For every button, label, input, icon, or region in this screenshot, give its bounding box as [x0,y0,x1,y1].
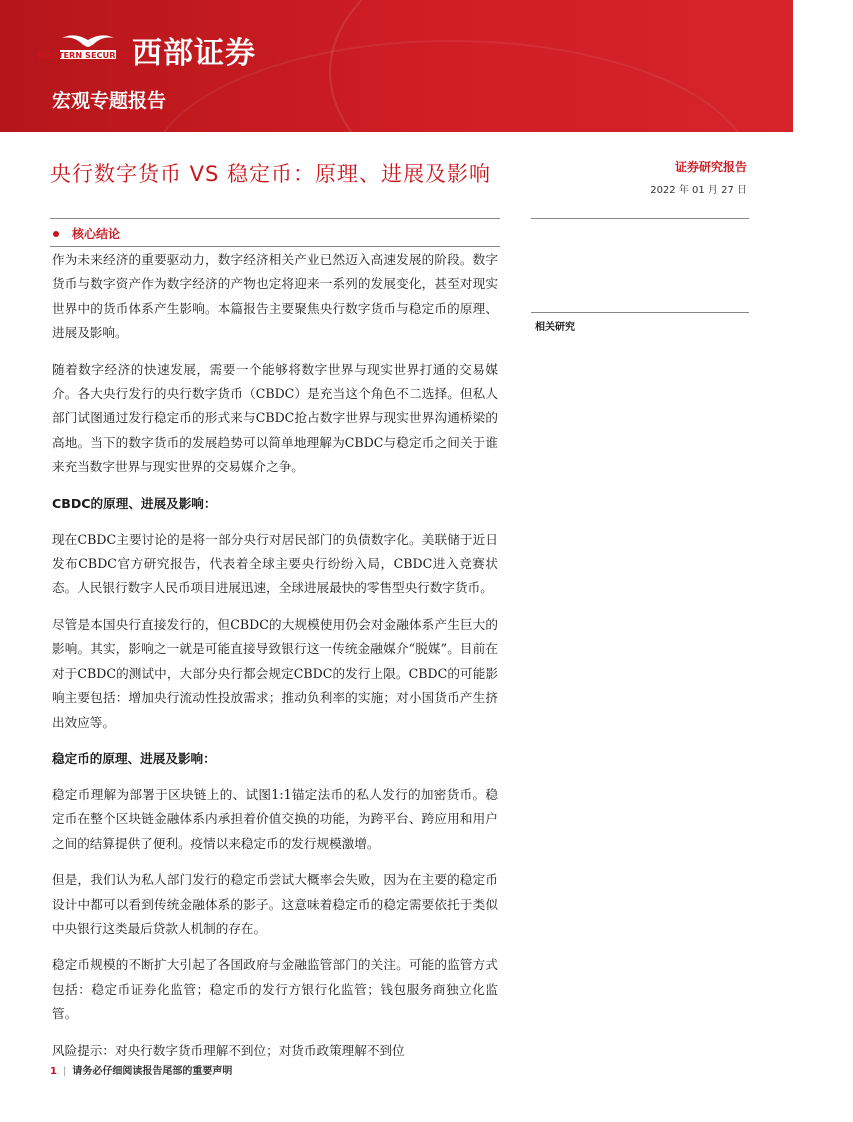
report-title: 央行数字货币 VS 稳定币：原理、进展及影响 [50,162,492,186]
paragraph: 尽管是本国央行直接发行的，但CBDC的大规模使用仍会对金融体系产生巨大的影响。其实，影响之一就是可能直接导致银行这一传统金融媒介“脱媒”。目前在对于CBDC的测试中，大部分央行都会规定CBDC的发行上限。CBDC的可能影响主要包括：增加央行流动性投放需求；推动负利率的实施；对小国货币产生挤出效应等。 [52,616,498,730]
paragraph: 稳定币理解为部署于区块链上的、试图1:1锚定法币的私人发行的加密货币。稳定币在整个区块链金融体系内承担着价值交换的功能，为跨平台、跨应用和用户之间的结算提供了便利。疫情以来稳定币的发行规模激增。 [52,786,498,851]
section-label: 核心结论 [72,227,121,241]
report-type: 证券研究报告 [674,160,747,174]
header-banner [0,0,793,132]
divider [531,312,749,313]
company-name: 西部证券 [132,36,256,71]
report-date: 2022 年 01 月 27 日 [650,185,747,196]
paragraph: 作为未来经济的重要驱动力，数字经济相关产业已然迈入高速发展的阶段。数字货币与数字资产作为数字经济的产物也定将迎来一系列的发展变化，甚至对现实世界中的货币体系产生影响。本篇报告主要聚焦央行数字货币与稳定币的原理、进展及影响。 [52,252,498,341]
paragraph: 但是，我们认为私人部门发行的稳定币尝试大概率会失败，因为在主要的稳定币设计中都可以看到传统金融体系的影子。这意味着稳定币的稳定需要依托于类似中央银行这类最后贷款人机制的存在。 [52,872,498,936]
page-footer [50,1062,232,1077]
footer-separator: | [62,1066,67,1077]
related-research-label: 相关研究 [535,322,575,333]
paragraph: 稳定币规模的不断扩大引起了各国政府与金融监管部门的关注。可能的监管方式包括：稳定币证券化监管；稳定币的发行方银行化监管；钱包服务商独立化监管。 [52,957,498,1022]
subheading: 稳定币的原理、进展及影响： [52,750,216,766]
subheading: CBDC的原理、进展及影响： [52,495,217,511]
divider [531,218,749,219]
main-content [52,248,498,1075]
company-logo-icon [37,30,139,68]
divider [50,218,500,219]
section-header [50,224,500,247]
logo-wordmark: WESTERN SECURITIES [37,50,139,60]
risk-warning: 风险提示：对央行数字货币理解不到位；对货币政策理解不到位 [52,1042,405,1058]
bullet-icon [53,231,59,237]
page-number: 1 [50,1066,57,1077]
paragraph: 随着数字经济的快速发展，需要一个能够将数字世界与现实世界打通的交易媒介。各大央行发行的央行数字货币（CBDC）是充当这个角色不二选择。但私人部门试图通过发行稳定币的形式来与CBDC抢占数字世界与现实世界沟通桥梁的高地。当下的数字货币的发展趋势可以简单地理解为CBDC与稳定币之间关于谁来充当数字世界与现实世界的交易媒介之争。 [52,361,498,475]
report-series: 宏观专题报告 [52,90,167,112]
paragraph: 现在CBDC主要讨论的是将一部分央行对居民部门的负债数字化。美联储于近日发布CBDC官方研究报告，代表着全球主要央行纷纷入局，CBDC进入竞赛状态。人民银行数字人民币项目进展迅速，全球进展最快的零售型央行数字货币。 [52,531,498,596]
disclaimer-note: 请务必仔细阅读报告尾部的重要声明 [72,1066,233,1077]
